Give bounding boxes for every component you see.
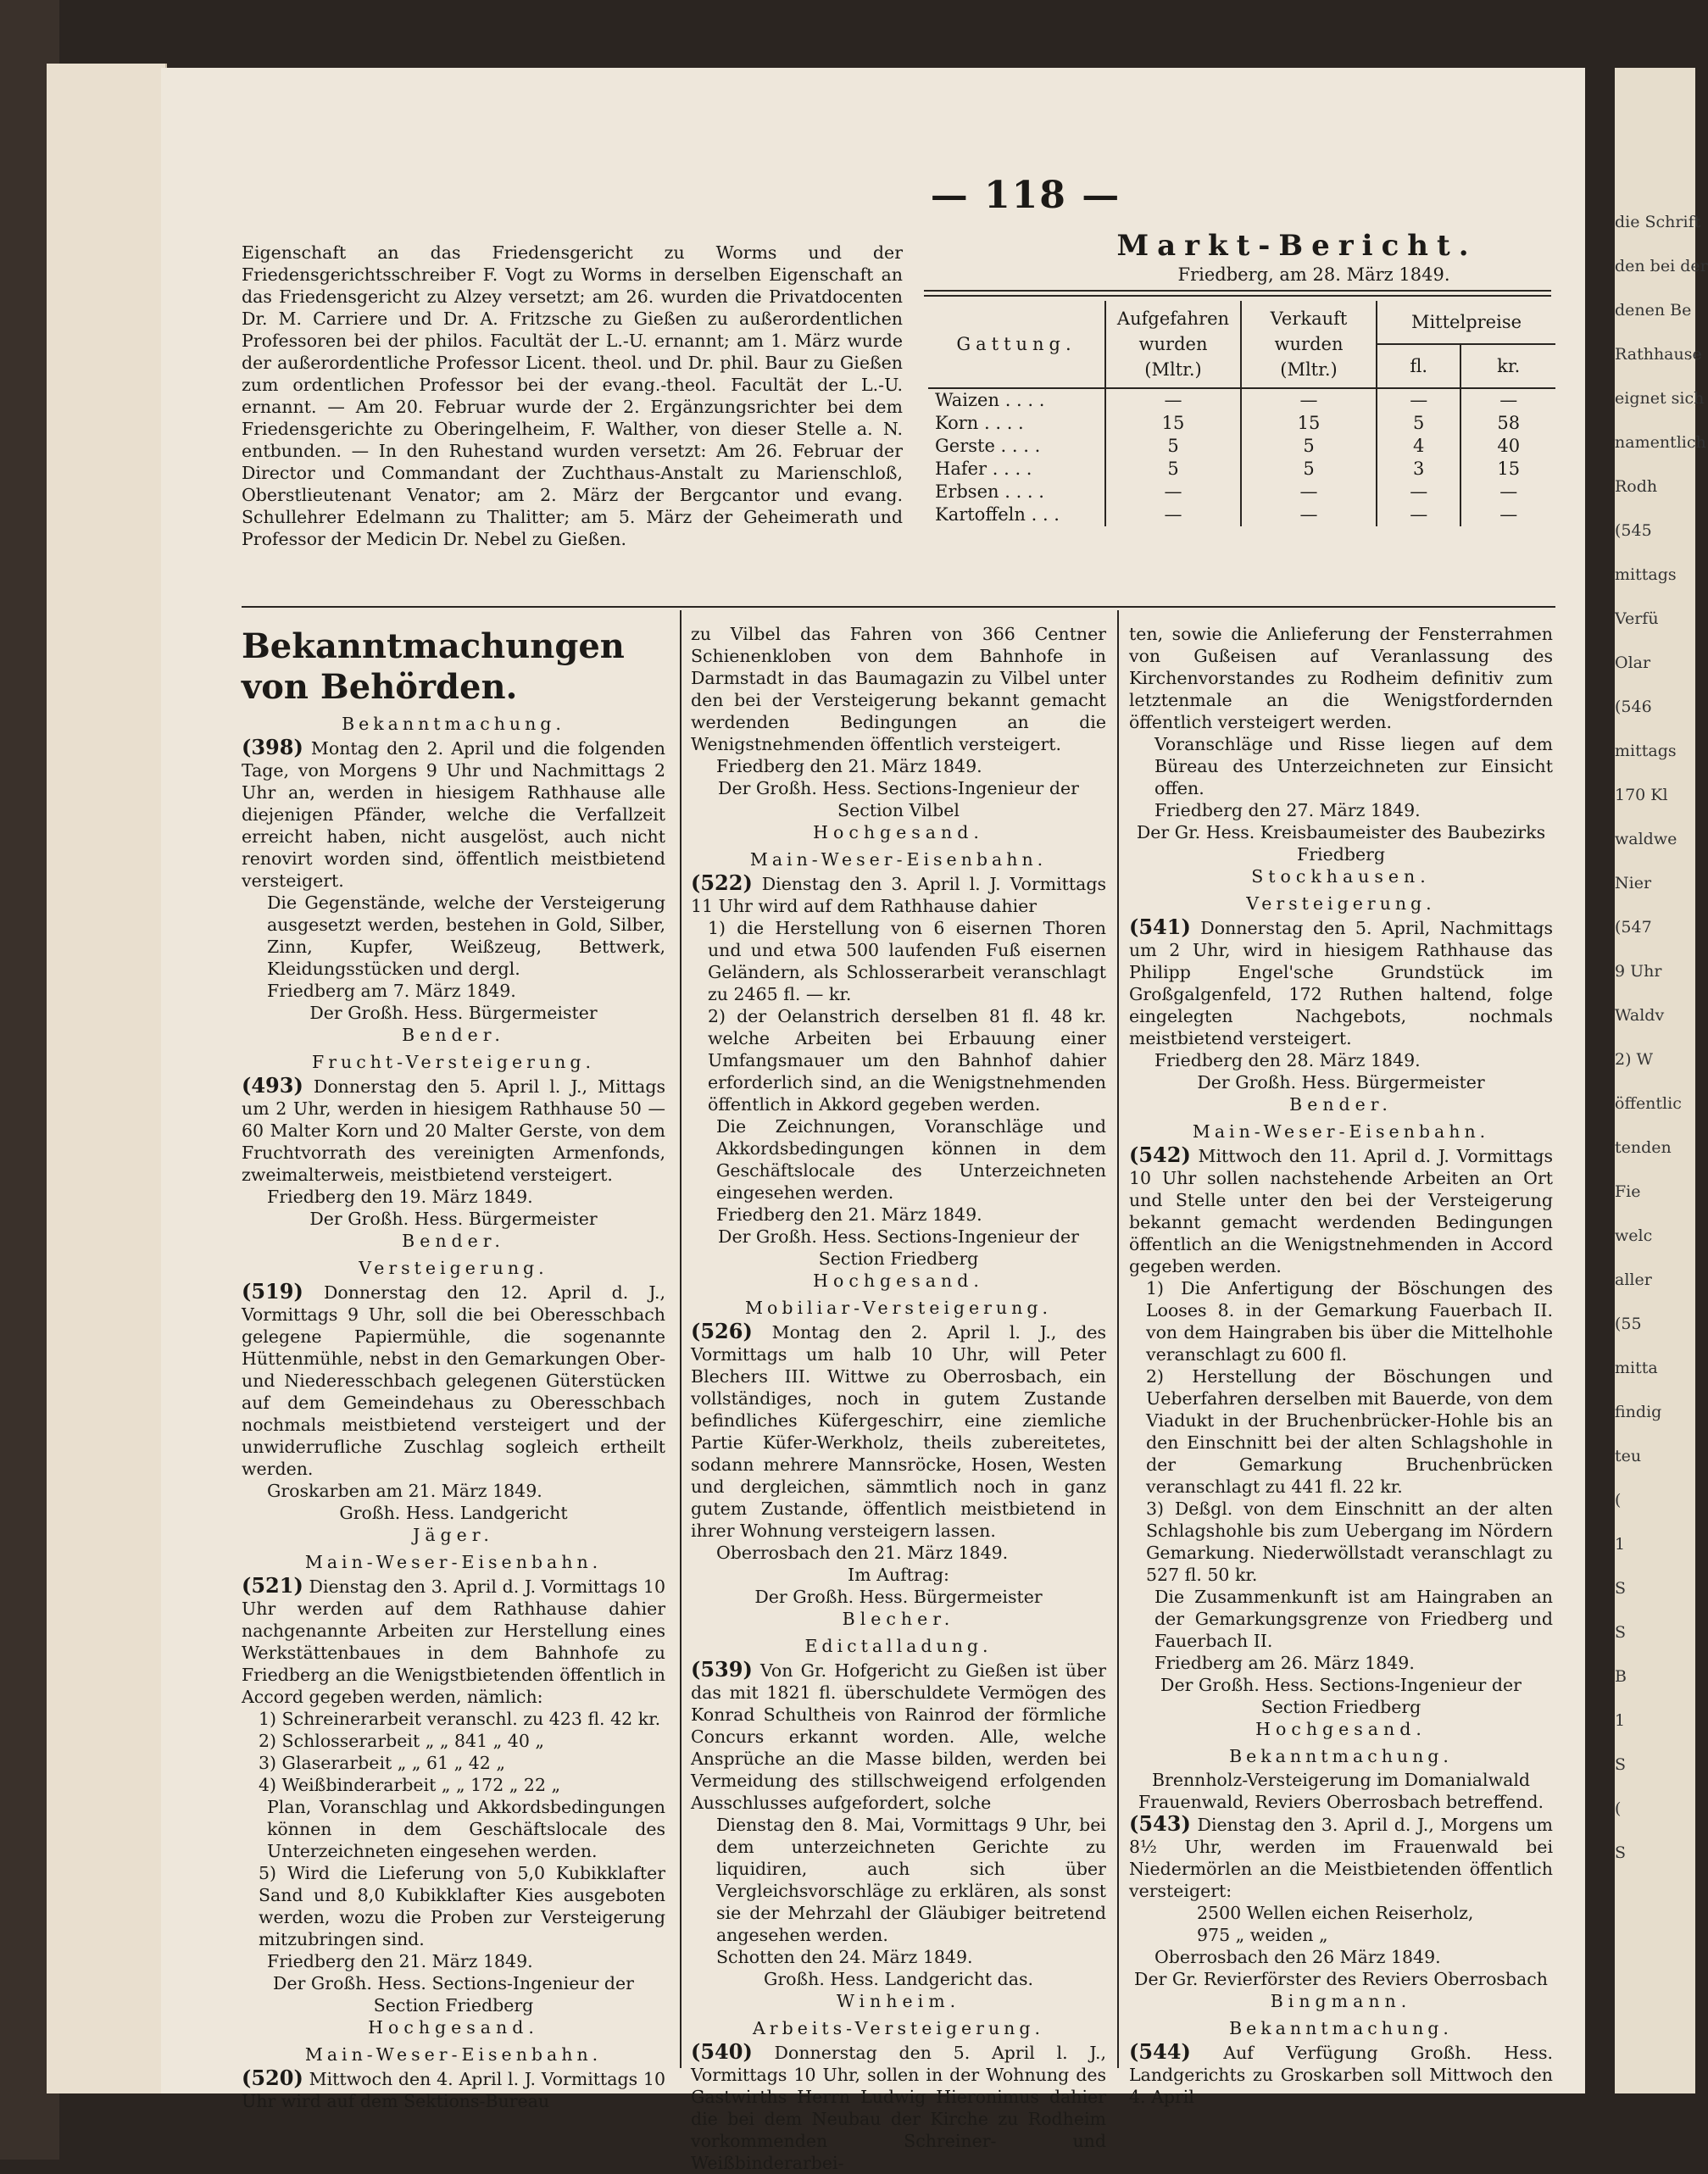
- facing-page-fragment-line: die Schrift: [1615, 213, 1701, 231]
- facing-page-fragment-line: S: [1615, 1623, 1627, 1642]
- notice-number: (520): [242, 2066, 303, 2090]
- facing-page-fragment-line: 1: [1615, 1711, 1626, 1730]
- facing-page-fragment-line: mittags: [1615, 742, 1677, 760]
- notice-519: [242, 1281, 665, 1480]
- notice-signature: Im Auftrag:: [848, 1565, 949, 1585]
- column-rule-2: [1117, 610, 1119, 2068]
- notice-text: Dienstag den 3. April d. J. Vormittags 10 Uhr werden auf dem Rathhause dahier nachgenannte Arbeiten zur Herstellung eines Werkstättenbaues in dem Bahnhofe zu Friedberg an die Wenigstbietenden öffentlich in Accord gegeben werden, nämlich:: [242, 1576, 665, 1707]
- list-item: 2) Schlosserarbeit „ „ 841 „ 40 „: [259, 1731, 545, 1751]
- notice-539: [691, 1659, 1106, 1814]
- notice-date: Friedberg am 26. März 1849.: [1154, 1653, 1415, 1673]
- notice-signature-name: Hochgesand.: [813, 822, 984, 842]
- notice-541: [1129, 916, 1553, 1049]
- market-table: [928, 301, 1555, 526]
- notice-522: [691, 872, 1106, 917]
- page-edges: [47, 64, 167, 2093]
- notice-signature: Der Gr. Revierförster des Reviers Oberrosbach: [1134, 1969, 1548, 1989]
- notice-number: (398): [242, 735, 303, 759]
- row-name: Gerste . . . .: [928, 435, 1105, 458]
- notice-text: Die Zeichnungen, Voranschläge und Akkordsbedingungen können in dem Geschäftslocale des Unterzeichneten eingesehen werden.: [716, 1116, 1106, 1203]
- notice-title: Bekanntmachung.: [1229, 2018, 1453, 2038]
- facing-page-fragment-line: Nier: [1615, 874, 1652, 892]
- notice-text: zu Vilbel das Fahren von 366 Centner Schienenkloben von dem Bahnhofe in Darmstadt in das Baumagazin zu Vilbel unter den bei der Versteigerung bekannt gemacht werdenden Bedingungen an die Wenigstnehmenden öffentlich versteigert.: [691, 624, 1106, 754]
- notice-text: Donnerstag den 12. April d. J., Vormittags 9 Uhr, soll die bei Oberesschbach gelegene Papiermühle, die sogenannte Hüttenmühle, nebst in den Gemarkungen Ober- und Niederesschbach gelegenen Güterstücken auf dem Gemeindehaus zu Oberesschbach nochmals meistbietend versteigert und der unwiderrufliche Zuschlag sogleich ertheilt werden.: [242, 1282, 665, 1479]
- notice-signature-name: Bender.: [402, 1025, 505, 1045]
- facing-page-fragment-line: S: [1615, 1755, 1627, 1774]
- market-report-place-date: Friedberg, am 28. März 1849.: [1177, 264, 1450, 285]
- facing-page-fragment-line: Waldv: [1615, 1006, 1665, 1025]
- facing-page-fragment-line: (545: [1615, 521, 1652, 540]
- row-aufgefahren: 15: [1105, 412, 1241, 435]
- notice-date: Friedberg den 21. März 1849.: [716, 756, 982, 776]
- facing-page-fragment-line: mitta: [1615, 1359, 1658, 1377]
- notice-title: Versteigerung.: [1246, 893, 1436, 914]
- facing-page-fragment-line: S: [1615, 1579, 1627, 1598]
- notice-number: (519): [242, 1279, 303, 1304]
- notice-title: Versteigerung.: [359, 1258, 548, 1278]
- row-kr: —: [1499, 504, 1518, 525]
- notice-text: ten, sowie die Anlieferung der Fensterrahmen von Gußeisen auf Veranlassung des Kirchenvorstandes zu Rodheim definitiv zum letztenmale an die Wenigstfordernden öffentlich versteigert werden.: [1129, 624, 1553, 732]
- facing-page-fragment-line: B: [1615, 1667, 1627, 1686]
- row-fl: 3: [1377, 458, 1460, 481]
- market-row: [928, 503, 1555, 526]
- notice-title: Frucht-Versteigerung.: [312, 1052, 595, 1072]
- facing-page-fragment-line: (: [1615, 1799, 1622, 1818]
- market-row: [928, 388, 1555, 412]
- col-header-gattung: Gattung.: [928, 301, 1105, 388]
- market-row: [928, 481, 1555, 503]
- facing-page-fragment-line: Fie: [1615, 1182, 1641, 1201]
- notice-signature: Großh. Hess. Landgericht: [339, 1503, 568, 1523]
- row-aufgefahren: 5: [1105, 458, 1241, 481]
- row-verkauft: —: [1241, 481, 1377, 503]
- list-item: 1) Die Anfertigung der Böschungen des Looses 8. in der Gemarkung Fauerbach II. von dem Haingraben bis über die Mittelhohle veranschlagt zu 600 fl.: [1146, 1278, 1553, 1365]
- notice-number: (526): [691, 1319, 753, 1343]
- facing-page-fragment-line: denen Be: [1615, 301, 1692, 320]
- facing-page-fragment-line: Rodh: [1615, 477, 1658, 496]
- notice-number: (539): [691, 1657, 753, 1682]
- notice-text: Von Gr. Hofgericht zu Gießen ist über das mit 1821 fl. überschuldete Vermögen des Konrad Schultheis von Rainrod der förmliche Concurs erkannt worden. Alle, welche Ansprüche an die Masse bilden, werden bei Vermeidung des stillschweigend erfolgenden Ausschlusses aufgefordert, solche: [691, 1660, 1106, 1813]
- row-fl: —: [1377, 388, 1460, 412]
- newspaper-page: [161, 68, 1585, 2173]
- notice-540: [691, 2041, 1106, 2174]
- notice-date: Schotten den 24. März 1849.: [716, 1947, 973, 1967]
- column-rule-1: [680, 610, 682, 2068]
- notice-signature: Der Großh. Hess. Bürgermeister: [309, 1209, 598, 1229]
- notice-title: Edictalladung.: [804, 1636, 993, 1656]
- notice-title: Bekanntmachung.: [342, 714, 565, 734]
- row-fl: —: [1377, 503, 1460, 526]
- notice-text: Donnerstag den 5. April l. J., Mittags um 2 Uhr, werden in hiesigem Rathhause 50 — 60 Malter Korn und 20 Malter Gerste, von dem Fruchtvorrath des vereinigten Armenfonds, zweimalterweis, meistbietend versteigert.: [242, 1076, 665, 1185]
- facing-page-fragment-line: (55: [1615, 1315, 1642, 1333]
- list-item: 1) die Herstellung von 6 eisernen Thoren und und etwa 500 laufenden Fuß eisernen Geländern, als Schlosserarbeit veranschlagt zu 2465 fl. — kr.: [708, 918, 1106, 1004]
- row-verkauft: 5: [1241, 435, 1377, 458]
- list-item: 4) Weißbinderarbeit „ „ 172 „ 22 „: [259, 1775, 561, 1795]
- notice-signature: Der Großh. Hess. Bürgermeister: [309, 1003, 598, 1023]
- col-header-aufgefahren: Aufgefahren wurden (Mltr.): [1105, 301, 1241, 388]
- facing-page-fragment: [1615, 68, 1708, 2093]
- facing-page-fragment-line: 2) W: [1615, 1050, 1654, 1069]
- facing-page-fragment-line: Rathhause: [1615, 345, 1702, 364]
- notice-signature-name: Winheim.: [836, 1991, 961, 2011]
- notice-number: (521): [242, 1573, 303, 1598]
- notice-number: (542): [1129, 1143, 1191, 1167]
- list-item: 3) Glaserarbeit „ „ 61 „ 42 „: [259, 1753, 505, 1773]
- facing-page-fragment-line: tenden: [1615, 1138, 1672, 1157]
- row-aufgefahren: —: [1105, 481, 1241, 503]
- notice-text: Donnerstag den 5. April, Nachmittags um 2 Uhr, wird in hiesigem Rathhause das Philipp Engel'sche Grundstück im Großgalgenfeld, 172 Ruthen haltend, folge eingelegten Nachgebots, nochmals meistbietend versteigert.: [1129, 918, 1553, 1048]
- market-rule-top-2: [924, 295, 1551, 297]
- row-verkauft: 15: [1241, 412, 1377, 435]
- row-name: Korn . . . .: [928, 412, 1105, 435]
- notice-signature-name: Blecher.: [842, 1609, 955, 1629]
- notice-signature: Der Großh. Hess. Sections-Ingenieur der Section Friedberg: [273, 1973, 634, 2016]
- column-3: [1129, 623, 1553, 2108]
- notice-text: Auf Verfügung Großh. Hess. Landgerichts zu Groskarben soll Mittwoch den 4. April: [1129, 2043, 1553, 2107]
- row-verkauft: —: [1241, 388, 1377, 412]
- notice-text: Mittwoch den 4. April l. J. Vormittags 10 Uhr wird auf dem Sektions-Bureau: [242, 2069, 665, 2111]
- notice-number: (522): [691, 870, 753, 895]
- notice-signature-name: Hochgesand.: [813, 1270, 984, 1291]
- notice-signature: Der Großh. Hess. Bürgermeister: [754, 1587, 1043, 1607]
- notice-signature-name: Hochgesand.: [368, 2017, 539, 2038]
- notice-number: (493): [242, 1073, 303, 1098]
- col-header-fl: fl.: [1377, 344, 1460, 388]
- facing-page-fragment-line: Olar: [1615, 653, 1651, 672]
- notice-text: Plan, Voranschlag und Akkordsbedingungen können in dem Geschäftslocale des Unterzeichneten eingesehen werden.: [267, 1797, 665, 1861]
- list-item: 975 „ weiden „: [1197, 1925, 1328, 1945]
- page-number: — 118 —: [930, 174, 1121, 217]
- row-fl: 5: [1377, 412, 1460, 435]
- notice-text: Montag den 2. April und die folgenden Tage, von Morgens 9 Uhr und Nachmittags 2 Uhr an, werden in hiesigem Rathhause alle diejenigen Pfänder, welche die Verfallzeit erreicht haben, nicht ausgelöst, auch nicht renovirt worden sind, öffentlich meistbietend versteigert.: [242, 738, 665, 891]
- list-item: 2500 Wellen eichen Reiserholz,: [1197, 1903, 1474, 1923]
- col-header-mittelpreise: Mittelpreise: [1377, 301, 1555, 344]
- notice-signature-name: Bingmann.: [1270, 1991, 1412, 2011]
- notice-text: Voranschläge und Risse liegen auf dem Büreau des Unterzeichneten zur Einsicht offen.: [1154, 734, 1553, 798]
- notice-text: Die Gegenstände, welche der Versteigerung ausgesetzt werden, bestehen in Gold, Silber, Zinn, Kupfer, Weißzeug, Bettwerk, Kleidungsstücken und dergl.: [267, 892, 665, 979]
- facing-page-fragment-line: 1: [1615, 1535, 1626, 1554]
- notice-subtitle: Brennholz-Versteigerung im Domanialwald Frauenwald, Reviers Oberrosbach betreffend.: [1138, 1770, 1544, 1812]
- notice-number: (541): [1129, 915, 1191, 939]
- row-fl: 4: [1377, 435, 1460, 458]
- notice-title: Main-Weser-Eisenbahn.: [304, 1552, 603, 1572]
- notice-text: Die Zusammenkunft ist am Haingraben an der Gemarkungsgrenze von Friedberg und Fauerbach II.: [1154, 1587, 1553, 1651]
- notice-398: [242, 737, 665, 892]
- notice-signature: Der Großh. Hess. Sections-Ingenieur der Section Friedberg: [718, 1226, 1079, 1269]
- row-aufgefahren: 5: [1105, 435, 1241, 458]
- facing-page-fragment-line: teu: [1615, 1447, 1642, 1465]
- section-heading: Bekanntmachungen von Behörden.: [242, 626, 625, 707]
- list-item: 3) Deßgl. von dem Einschnitt an der alten Schlagshohle bis zum Uebergang im Nördern Gemarkung. Niederwöllstadt veranschlagt zu 527 fl. 50 kr.: [1146, 1498, 1553, 1585]
- market-rule-top: [924, 290, 1551, 292]
- list-item: 2) der Oelanstrich derselben 81 fl. 48 kr. welche Arbeiten bei Erbauung einer Umfangsmauer um den Bahnhof dahier erforderlich sind, an die Wenigstnehmenden öffentlich in Akkord gegeben werden.: [708, 1006, 1106, 1115]
- facing-page-fragment-line: (: [1615, 1491, 1622, 1510]
- col-header-kr: kr.: [1460, 344, 1555, 388]
- notice-date: Groskarben am 21. März 1849.: [267, 1481, 542, 1501]
- intro-paragraph: Eigenschaft an das Friedensgericht zu Worms und der Friedensgerichtsschreiber F. Vogt zu Worms in derselben Eigenschaft an das Friedensgericht zu Alzey versetzt; am 26. wurden die Privatdocenten Dr. M. Carriere und Dr. A. Fritzsche zu Gießen zu außerordentlichen Professoren bei der philos. Facultät der L.-U. ernannt; am 1. März wurde der außerordentliche Professor Licent. theol. und Dr. phil. Baur zu Gießen zum ordentlichen Professor bei der evang.-theol. Facultät der L.-U. ernannt. — Am 20. Februar wurde der 2. Ergänzungsrichter bei dem Friedensgerichte zu Oberingelheim, F. Walther, von dieser Stelle a. N. entbunden. — In den Ruhestand wurden versetzt: Am 26. Februar der Director und Commandant der Zuchthaus-Anstalt zu Marienschloß, Oberstlieutenant Venator; am 2. März der Bergcantor und evang. Schullehrer Edelmann zu Thalitter; am 5. März der Geheimerath und Professor der Medicin Dr. Nebel zu Gießen.: [242, 242, 903, 549]
- facing-page-fragment-line: aller: [1615, 1270, 1652, 1289]
- facing-page-fragment-line: S: [1615, 1843, 1627, 1862]
- notice-number: (540): [691, 2039, 753, 2064]
- notice-title: Main-Weser-Eisenbahn.: [1192, 1121, 1490, 1142]
- notice-signature: Der Großh. Hess. Sections-Ingenieur der Section Vilbel: [718, 778, 1079, 820]
- row-name: Erbsen . . . .: [928, 481, 1105, 503]
- notice-number: (544): [1129, 2039, 1191, 2064]
- notice-signature: Großh. Hess. Landgericht das.: [763, 1969, 1034, 1989]
- row-kr: 15: [1497, 459, 1521, 479]
- facing-page-fragment-line: Verfü: [1615, 609, 1659, 628]
- notice-date: Oberrosbach den 21. März 1849.: [716, 1543, 1009, 1563]
- notice-493: [242, 1075, 665, 1186]
- notice-text: Montag den 2. April l. J., des Vormittags um halb 10 Uhr, will Peter Blechers III. Wittwe zu Oberrosbach, ein vollständiges, noch in gutem Zustande befindliches Küfergeschirr, eine ziemliche Partie Küfer-Werkholz, theils zubereitetes, sodann mehrere Mannsröcke, Hosen, Westen und dergleichen, sämmtlich noch in ganz gutem Zustande, öffentlich meistbietend in ihrer Wohnung versteigern lassen.: [691, 1322, 1106, 1541]
- notice-543: [1129, 1813, 1553, 1902]
- notice-signature-name: Bender.: [1289, 1094, 1393, 1115]
- row-verkauft: 5: [1241, 458, 1377, 481]
- notice-title: Arbeits-Versteigerung.: [752, 2018, 1044, 2038]
- row-kr: 58: [1497, 413, 1521, 433]
- facing-page-fragment-line: den bei der: [1615, 257, 1708, 275]
- facing-page-fragment-line: (547: [1615, 918, 1652, 937]
- market-row: [928, 412, 1555, 435]
- notice-text: Donnerstag den 5. April l. J., Vormittags 10 Uhr, sollen in der Wohnung des Gastwirths Herrn Ludwig Hieronimus dahier die bei dem Neubau der Kirche zu Rodheim vorkommenden Schreiner- und Weißbinderarbei-: [691, 2043, 1106, 2173]
- market-report-title: Markt-Bericht.: [1116, 229, 1477, 263]
- facing-page-fragment-line: (546: [1615, 698, 1652, 716]
- notice-date: Friedberg am 7. März 1849.: [267, 981, 516, 1001]
- notice-signature-name: Hochgesand.: [1255, 1719, 1427, 1739]
- notice-signature-name: Jäger.: [413, 1525, 494, 1545]
- notice-signature: Der Gr. Hess. Kreisbaumeister des Baubezirks Friedberg: [1136, 822, 1546, 865]
- notice-number: (543): [1129, 1811, 1191, 1836]
- facing-page-fragment-line: mittags: [1615, 565, 1677, 584]
- notice-date: Friedberg den 28. März 1849.: [1154, 1050, 1421, 1070]
- row-name: Kartoffeln . . .: [928, 503, 1105, 526]
- row-aufgefahren: —: [1105, 503, 1241, 526]
- facing-page-fragment-line: findig: [1615, 1403, 1662, 1421]
- notice-date: Friedberg den 21. März 1849.: [716, 1204, 982, 1225]
- notice-544: [1129, 2041, 1553, 2108]
- facing-page-fragment-line: eignet sich: [1615, 389, 1705, 408]
- market-row: [928, 458, 1555, 481]
- facing-page-fragment-line: 170 Kl: [1615, 786, 1668, 804]
- notice-526: [691, 1321, 1106, 1542]
- facing-page-fragment-line: öffentlic: [1615, 1094, 1682, 1113]
- facing-page-fragment-line: welc: [1615, 1226, 1653, 1245]
- notice-title: Main-Weser-Eisenbahn.: [304, 2044, 603, 2065]
- notice-521: [242, 1575, 665, 1708]
- list-item: 5) Wird die Lieferung von 5,0 Kubikklafter Sand und 8,0 Kubikklafter Kies ausgeboten werden, wozu die Proben zur Versteigerung mitzubringen sind.: [259, 1863, 665, 1949]
- notice-text: Dienstag den 8. Mai, Vormittags 9 Uhr, bei dem unterzeichneten Gerichte zu liquidiren, auch sich über Vergleichsvorschläge zu erklären, als sonst sie der Mehrzahl der Gläubiger beitretend angesehen werden.: [716, 1815, 1106, 1945]
- market-row: [928, 435, 1555, 458]
- facing-page-fragment-line: 9 Uhr: [1615, 962, 1662, 981]
- notice-title: Main-Weser-Eisenbahn.: [749, 849, 1048, 870]
- column-2: [691, 623, 1106, 2174]
- row-verkauft: —: [1241, 503, 1377, 526]
- notice-signature-name: Stockhausen.: [1251, 866, 1431, 887]
- row-kr: 40: [1497, 436, 1521, 456]
- notice-date: Friedberg den 19. März 1849.: [267, 1187, 533, 1207]
- notice-title: Mobiliar-Versteigerung.: [745, 1298, 1052, 1318]
- notice-text: Dienstag den 3. April l. J. Vormittags 11 Uhr wird auf dem Rathhause dahier: [691, 874, 1106, 916]
- facing-page-fragment-line: namentlich: [1615, 433, 1706, 452]
- notice-date: Oberrosbach den 26 März 1849.: [1154, 1947, 1441, 1967]
- row-name: Waizen . . . .: [928, 388, 1105, 412]
- col-header-verkauft: Verkauft wurden (Mltr.): [1241, 301, 1377, 388]
- notice-date: Friedberg den 27. März 1849.: [1154, 800, 1421, 820]
- list-item: 1) Schreinerarbeit veranschl. zu 423 fl. 42 kr.: [259, 1709, 661, 1729]
- row-aufgefahren: —: [1105, 388, 1241, 412]
- notice-signature-name: Bender.: [402, 1231, 505, 1251]
- row-fl: —: [1377, 481, 1460, 503]
- notice-520: [242, 2067, 665, 2112]
- notice-title: Bekanntmachung.: [1229, 1746, 1453, 1766]
- row-kr: —: [1499, 390, 1518, 410]
- notice-signature: Der Großh. Hess. Sections-Ingenieur der Section Friedberg: [1160, 1675, 1522, 1717]
- list-item: 2) Herstellung der Böschungen und Ueberfahren derselben mit Bauerde, von dem Viadukt in der Bruchenbrücker-Hohle bis an den Einschnitt bei der alten Schlagshohle in der Gemarkung Bruchenbrücken veranschlagt zu 441 fl. 22 kr.: [1146, 1366, 1553, 1497]
- facing-page-fragment-line: waldwe: [1615, 830, 1677, 848]
- notice-text: Dienstag den 3. April d. J., Morgens um 8½ Uhr, werden im Frauenwald bei Niedermörlen an die Meistbietenden öffentlich versteigert:: [1129, 1815, 1553, 1901]
- notice-signature: Der Großh. Hess. Bürgermeister: [1197, 1072, 1485, 1093]
- row-kr: —: [1499, 481, 1518, 502]
- section-rule: [242, 606, 1555, 608]
- notice-date: Friedberg den 21. März 1849.: [267, 1951, 533, 1971]
- column-1: [242, 623, 665, 2112]
- row-name: Hafer . . . .: [928, 458, 1105, 481]
- notice-text: Mittwoch den 11. April d. J. Vormittags 10 Uhr sollen nachstehende Arbeiten an Ort und Stelle unter den bei der Versteigerung bekannt gemacht werdenden Bedingungen öffentlich an die Wenigstnehmenden in Accord gegeben werden.: [1129, 1146, 1553, 1276]
- notice-542: [1129, 1144, 1553, 1277]
